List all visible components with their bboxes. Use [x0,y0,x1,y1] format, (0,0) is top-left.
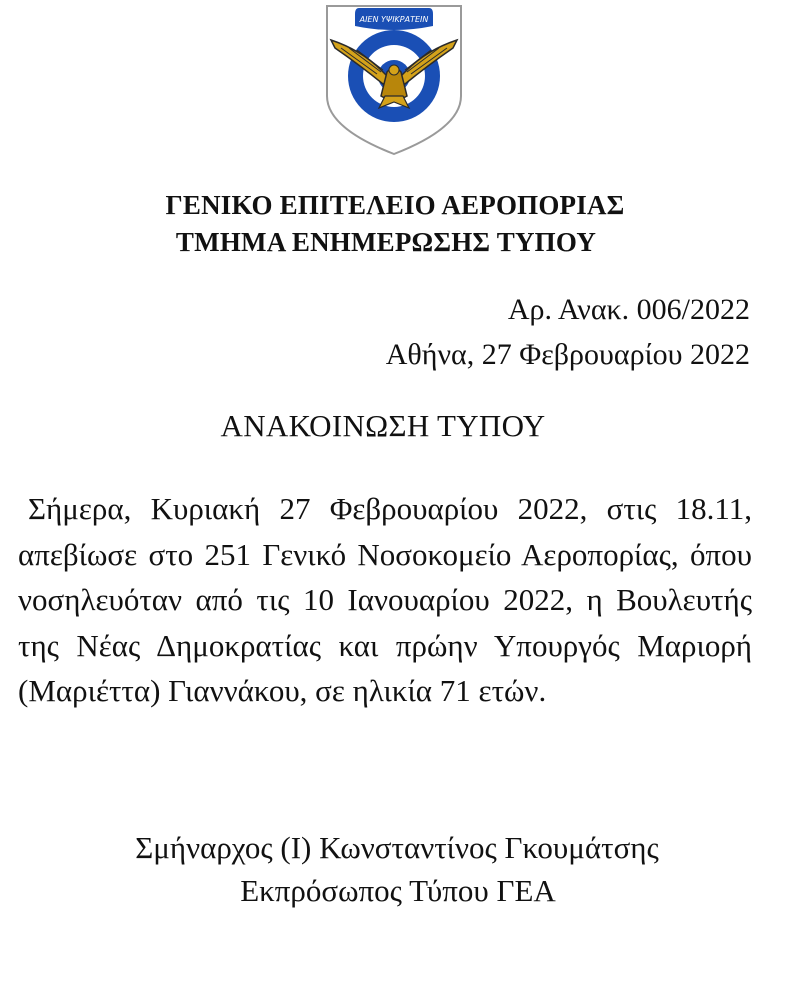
department-name: ΤΜΗΜΑ ΕΝΗΜΕΡΩΣΗΣ ΤΥΠΟΥ [175,227,597,257]
air-force-emblem [321,0,467,158]
document-title: ΑΝΑΚΟΙΝΩΣΗ ΤΥΠΟΥ [220,408,546,443]
signatory-role: Εκπρόσωπος Τύπου ΓΕΑ [240,873,556,908]
signatory-name: Σμήναρχος (Ι) Κωνσταντίνος Γκουμάτσης [135,830,659,865]
announcement-body: Σήμερα, Κυριακή 27 Φεβρουαρίου 2022, στις 18.11, απεβίωσε στο 251 Γενικό Νοσοκομείο Αεροπορίας, όπου νοσηλευόταν από τις 10 Ιανουαρίου 2022, η Βουλευτής της Νέας Δημοκρατίας και πρώην Υπουργός Μαριορή (Μαριέττα) Γιαννάκου, σε ηλικία 71 ετών. [18,491,752,708]
announcement-number: Αρ. Ανακ. 006/2022 [507,293,750,326]
eagle-roundel-icon [321,0,467,158]
organization-name: ΓΕΝΙΚΟ ΕΠΙΤΕΛΕΙΟ ΑΕΡΟΠΟΡΙΑΣ [165,190,625,220]
emblem-motto: ΑΙΕΝ ΥΨΙΚΡΑΤΕΙΝ [359,15,429,24]
place-date: Αθήνα, 27 Φεβρουαρίου 2022 [385,338,750,371]
